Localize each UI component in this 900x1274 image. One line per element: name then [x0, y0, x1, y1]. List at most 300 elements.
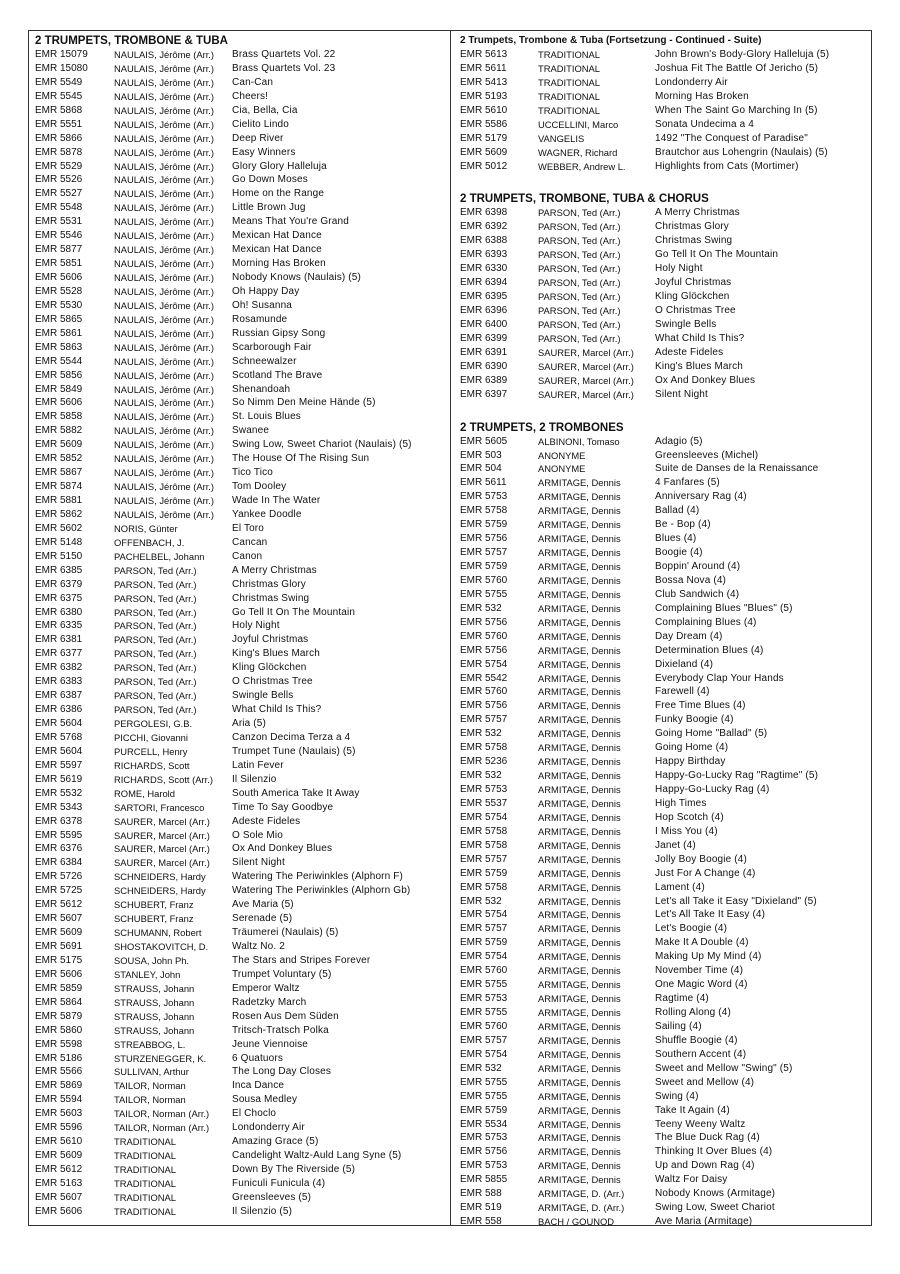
piece-title: Sailing (4) — [655, 1020, 702, 1032]
composer: RICHARDS, Scott (Arr.) — [114, 773, 213, 785]
piece-title: Cancan — [232, 536, 268, 548]
catalog-number: EMR 5861 — [35, 327, 83, 339]
catalog-number: EMR 5413 — [460, 76, 508, 88]
catalog-row — [460, 276, 870, 290]
catalog-number: EMR 5754 — [460, 1048, 508, 1060]
catalog-row — [460, 262, 870, 276]
composer: STRAUSS, Johann — [114, 982, 195, 994]
catalog-row — [35, 954, 445, 968]
catalog-list — [460, 206, 870, 401]
catalog-number: EMR 5865 — [35, 313, 83, 325]
catalog-number: EMR 6398 — [460, 207, 508, 219]
catalog-number: EMR 503 — [460, 449, 502, 461]
catalog-number: EMR 5852 — [35, 453, 83, 465]
catalog-number: EMR 5609 — [35, 439, 83, 451]
catalog-row — [35, 592, 445, 606]
catalog-row — [460, 964, 870, 978]
piece-title: Adagio (5) — [655, 435, 703, 447]
piece-title: Free Time Blues (4) — [655, 700, 746, 712]
catalog-row — [35, 982, 445, 996]
piece-title: Go Tell It On The Mountain — [232, 606, 356, 618]
catalog-row — [460, 1131, 870, 1145]
catalog-row — [460, 727, 870, 741]
catalog-number: EMR 504 — [460, 463, 502, 475]
catalog-number: EMR 5725 — [35, 885, 83, 897]
piece-title: Let's Boogie (4) — [655, 923, 728, 935]
composer: TRADITIONAL — [538, 90, 600, 102]
piece-title: Make It A Double (4) — [655, 937, 749, 949]
composer: ARMITAGE, Dennis — [538, 491, 621, 503]
catalog-row — [460, 518, 870, 532]
piece-title: 4 Fanfares (5) — [655, 477, 720, 489]
catalog-row — [460, 206, 870, 220]
piece-title: Shenandoah — [232, 383, 291, 395]
composer: PERGOLESI, G.B. — [114, 718, 193, 729]
catalog-row — [35, 1038, 445, 1052]
composer: TRADITIONAL — [114, 1205, 176, 1217]
piece-title: Greensleeves (5) — [232, 1191, 312, 1203]
catalog-number: EMR 5566 — [35, 1066, 83, 1078]
catalog-row — [35, 410, 445, 424]
composer: NAULAIS, Jérôme (Arr.) — [114, 62, 215, 74]
piece-title: Tom Dooley — [232, 481, 287, 493]
piece-title: Cia, Bella, Cia — [232, 104, 298, 116]
catalog-row — [460, 1118, 870, 1132]
composer: ARMITAGE, Dennis — [538, 574, 621, 586]
catalog-row — [35, 564, 445, 578]
catalog-number: EMR 6391 — [460, 346, 508, 358]
catalog-row — [35, 201, 445, 215]
catalog-row — [35, 327, 445, 341]
catalog-row — [35, 383, 445, 397]
composer: NAULAIS, Jérôme (Arr.) — [114, 244, 215, 256]
piece-title: Time To Say Goodbye — [232, 801, 334, 813]
catalog-number: EMR 6400 — [460, 318, 508, 330]
piece-title: Rosen Aus Dem Süden — [232, 1010, 339, 1022]
catalog-number: EMR 5760 — [460, 574, 508, 586]
catalog-number: EMR 6330 — [460, 263, 508, 275]
catalog-row — [35, 369, 445, 383]
composer: TRADITIONAL — [538, 76, 600, 88]
composer: NAULAIS, Jérôme (Arr.) — [114, 188, 215, 200]
catalog-row — [460, 630, 870, 644]
piece-title: Sweet and Mellow (4) — [655, 1076, 755, 1088]
catalog-row — [460, 978, 870, 992]
piece-title: Cheers! — [232, 90, 269, 102]
catalog-number: EMR 5534 — [460, 1118, 508, 1130]
catalog-number: EMR 5755 — [460, 979, 508, 991]
piece-title: Londonderry Air — [232, 1122, 305, 1134]
composer: SOUSA, John Ph. — [114, 954, 190, 966]
catalog-row — [35, 647, 445, 661]
catalog-number: EMR 5879 — [35, 1010, 83, 1022]
catalog-row — [35, 968, 445, 982]
composer: ARMITAGE, Dennis — [538, 616, 621, 628]
piece-title: Joshua Fit The Battle Of Jericho (5) — [655, 62, 819, 74]
piece-title: El Toro — [232, 522, 264, 534]
catalog-number: EMR 6392 — [460, 221, 508, 233]
catalog-number: EMR 6388 — [460, 235, 508, 247]
piece-title: Yankee Doodle — [232, 508, 302, 520]
catalog-row — [460, 90, 870, 104]
catalog-row — [35, 815, 445, 829]
catalog-row — [460, 546, 870, 560]
catalog-number: EMR 5545 — [35, 90, 83, 102]
catalog-number: EMR 5609 — [35, 927, 83, 939]
catalog-number: EMR 5691 — [35, 941, 83, 952]
catalog-number: EMR 5754 — [460, 811, 508, 823]
catalog-number: EMR 5549 — [35, 76, 83, 88]
catalog-number: EMR 5529 — [35, 160, 83, 172]
composer: NAULAIS, Jérôme (Arr.) — [114, 355, 215, 367]
piece-title: Glory Glory Halleluja — [232, 160, 327, 172]
piece-title: St. Louis Blues — [232, 411, 301, 423]
piece-title: Emperor Waltz — [232, 982, 300, 994]
catalog-row — [35, 619, 445, 633]
piece-title: Club Sandwich (4) — [655, 588, 740, 600]
composer: ARMITAGE, Dennis — [538, 1132, 621, 1144]
catalog-number: EMR 5612 — [35, 1164, 83, 1175]
catalog-row — [460, 755, 870, 769]
catalog-row — [460, 62, 870, 76]
catalog-row — [35, 299, 445, 313]
catalog-row — [35, 229, 445, 243]
catalog-number: EMR 5527 — [35, 188, 83, 200]
catalog-row — [35, 48, 445, 62]
catalog-row — [460, 146, 870, 160]
catalog-number: EMR 5531 — [35, 216, 83, 228]
piece-title: A Merry Christmas — [232, 564, 317, 576]
piece-title: Happy Birthday — [655, 756, 726, 768]
catalog-row — [35, 424, 445, 438]
catalog-number: EMR 5544 — [35, 355, 83, 367]
piece-title: Janet (4) — [655, 839, 696, 851]
composer: WEBBER, Andrew L. — [538, 160, 626, 172]
catalog-row — [460, 658, 870, 672]
catalog-row — [35, 76, 445, 90]
catalog-row — [35, 829, 445, 843]
piece-title: Brass Quartets Vol. 23 — [232, 62, 336, 74]
catalog-row — [35, 842, 445, 856]
catalog-number: EMR 6389 — [460, 374, 508, 386]
composer: NAULAIS, Jérôme (Arr.) — [114, 425, 215, 437]
piece-title: Southern Accent (4) — [655, 1048, 747, 1060]
piece-title: Blues (4) — [655, 533, 697, 545]
catalog-row — [460, 462, 870, 476]
catalog-row — [35, 606, 445, 620]
piece-title: Kling Glöckchen — [232, 662, 307, 674]
composer: TAILOR, Norman (Arr.) — [114, 1122, 210, 1134]
catalog-row — [35, 661, 445, 675]
catalog-row — [35, 1024, 445, 1038]
piece-title: Swingle Bells — [655, 318, 717, 330]
piece-title: Silent Night — [232, 857, 285, 869]
column-divider — [450, 30, 451, 1226]
catalog-number: EMR 5175 — [35, 954, 83, 966]
catalog-number: EMR 5613 — [460, 49, 508, 60]
piece-title: Latin Fever — [232, 759, 284, 771]
catalog-row — [35, 146, 445, 160]
piece-title: Christmas Swing — [232, 592, 310, 604]
catalog-row — [460, 220, 870, 234]
piece-title: Going Home (4) — [655, 742, 729, 754]
composer: NAULAIS, Jérôme (Arr.) — [114, 453, 215, 465]
piece-title: Dixieland (4) — [655, 658, 714, 670]
catalog-row — [35, 62, 445, 76]
composer: ARMITAGE, Dennis — [538, 1104, 621, 1116]
composer: ARMITAGE, Dennis — [538, 1020, 621, 1032]
left-column — [35, 34, 445, 1219]
composer: ARMITAGE, Dennis — [538, 533, 621, 545]
catalog-row — [35, 675, 445, 689]
catalog-number: EMR 5759 — [460, 937, 508, 949]
catalog-row — [35, 355, 445, 369]
piece-title: Day Dream (4) — [655, 630, 723, 642]
composer: SULLIVAN, Arthur — [114, 1066, 189, 1078]
piece-title: Morning Has Broken — [232, 258, 326, 270]
composer: ARMITAGE, Dennis — [538, 895, 621, 907]
piece-title: What Child Is This? — [232, 704, 322, 716]
catalog-number: EMR 5603 — [35, 1108, 83, 1120]
composer: NAULAIS, Jérôme (Arr.) — [114, 90, 215, 102]
catalog-number: EMR 5758 — [460, 825, 508, 837]
catalog-row — [35, 870, 445, 884]
composer: PARSON, Ted (Arr.) — [538, 332, 621, 344]
composer: NAULAIS, Jérôme (Arr.) — [114, 508, 215, 520]
piece-title: O Sole Mio — [232, 829, 283, 841]
catalog-number: EMR 6376 — [35, 843, 83, 855]
catalog-row — [35, 1163, 445, 1177]
composer: OFFENBACH, J. — [114, 536, 185, 548]
catalog-row — [35, 1149, 445, 1163]
composer: SCHNEIDERS, Hardy — [114, 871, 206, 883]
composer: NAULAIS, Jérôme (Arr.) — [114, 397, 215, 409]
composer: TRADITIONAL — [538, 62, 600, 74]
piece-title: Happy-Go-Lucky Rag (4) — [655, 784, 770, 795]
catalog-row — [35, 689, 445, 703]
catalog-row — [35, 1065, 445, 1079]
catalog-row — [35, 550, 445, 564]
composer: ARMITAGE, Dennis — [538, 1062, 621, 1074]
piece-title: Ave Maria (Armitage) — [655, 1216, 753, 1228]
catalog-number: EMR 5858 — [35, 411, 83, 423]
catalog-number: EMR 5609 — [35, 1150, 83, 1162]
composer: ARMITAGE, Dennis — [538, 881, 621, 893]
composer: ARMITAGE, Dennis — [538, 979, 621, 991]
composer: ARMITAGE, Dennis — [538, 742, 621, 754]
piece-title: Let's all Take it Easy "Dixieland" (5) — [655, 895, 817, 907]
catalog-row — [35, 341, 445, 355]
piece-title: 6 Quatuors — [232, 1052, 283, 1064]
composer: STRAUSS, Johann — [114, 1024, 195, 1036]
composer: ARMITAGE, Dennis — [538, 909, 621, 921]
piece-title: Oh Happy Day — [232, 285, 300, 297]
catalog-list — [35, 48, 445, 1219]
catalog-row — [35, 578, 445, 592]
catalog-row — [460, 388, 870, 402]
catalog-row — [35, 787, 445, 801]
catalog-number: EMR 5594 — [35, 1094, 83, 1106]
composer: ARMITAGE, Dennis — [538, 784, 621, 795]
catalog-row — [35, 1107, 445, 1121]
catalog-number: EMR 5758 — [460, 505, 508, 517]
composer: ARMITAGE, Dennis — [538, 672, 621, 684]
composer: ARMITAGE, Dennis — [538, 1090, 621, 1102]
catalog-row — [460, 936, 870, 950]
piece-title: Swanee — [232, 425, 270, 437]
catalog-number: EMR 5874 — [35, 481, 83, 493]
catalog-number: EMR 5753 — [460, 1132, 508, 1144]
catalog-row — [460, 741, 870, 755]
composer: PACHELBEL, Johann — [114, 550, 205, 562]
piece-title: Waltz For Daisy — [655, 1174, 728, 1186]
catalog-number: EMR 6395 — [460, 291, 508, 303]
composer: ARMITAGE, Dennis — [538, 951, 621, 963]
catalog-number: EMR 5754 — [460, 658, 508, 670]
catalog-number: EMR 6378 — [35, 815, 83, 827]
catalog-number: EMR 5163 — [35, 1177, 83, 1189]
composer: ARMITAGE, Dennis — [538, 1160, 621, 1172]
composer: TRADITIONAL — [114, 1164, 176, 1175]
catalog-number: EMR 5753 — [460, 491, 508, 503]
catalog-row — [35, 801, 445, 815]
piece-title: Swingle Bells — [232, 690, 294, 702]
catalog-number: EMR 5186 — [35, 1052, 83, 1064]
piece-title: Scotland The Brave — [232, 369, 323, 381]
catalog-number: EMR 532 — [460, 895, 502, 907]
composer: ARMITAGE, Dennis — [538, 839, 621, 851]
catalog-number: EMR 15080 — [35, 62, 88, 74]
piece-title: The Long Day Closes — [232, 1066, 332, 1078]
catalog-number: EMR 6335 — [35, 620, 83, 632]
composer: ARMITAGE, Dennis — [538, 1048, 621, 1060]
piece-title: November Time (4) — [655, 965, 744, 977]
catalog-number: EMR 6384 — [35, 857, 83, 869]
catalog-row — [35, 926, 445, 940]
catalog-number: EMR 5753 — [460, 993, 508, 1005]
composer: PARSON, Ted (Arr.) — [114, 564, 197, 576]
catalog-number: EMR 6399 — [460, 332, 508, 344]
composer: ARMITAGE, Dennis — [538, 965, 621, 977]
catalog-number: EMR 5757 — [460, 1034, 508, 1046]
catalog-row — [35, 313, 445, 327]
catalog-row — [460, 811, 870, 825]
catalog-row — [460, 332, 870, 346]
composer: ARMITAGE, Dennis — [538, 797, 621, 809]
composer: ARMITAGE, Dennis — [538, 1146, 621, 1158]
composer: PARSON, Ted (Arr.) — [114, 634, 197, 646]
catalog-number: EMR 558 — [460, 1216, 502, 1228]
piece-title: Waltz No. 2 — [232, 941, 285, 952]
catalog-number: EMR 5607 — [35, 1191, 83, 1203]
composer: ARMITAGE, Dennis — [538, 1174, 621, 1186]
catalog-row — [35, 745, 445, 759]
piece-title: Take It Again (4) — [655, 1104, 730, 1116]
composer: NAULAIS, Jérôme (Arr.) — [114, 439, 215, 451]
catalog-number: EMR 5755 — [460, 1007, 508, 1018]
piece-title: The Blue Duck Rag (4) — [655, 1132, 760, 1144]
catalog-row — [460, 1173, 870, 1187]
piece-title: Can-Can — [232, 76, 274, 88]
piece-title: Watering The Periwinkles (Alphorn Gb) — [232, 885, 411, 897]
piece-title: Morning Has Broken — [655, 90, 749, 102]
catalog-number: EMR 6386 — [35, 704, 83, 716]
catalog-row — [460, 1048, 870, 1062]
piece-title: King's Blues March — [655, 360, 743, 372]
catalog-number: EMR 5754 — [460, 951, 508, 963]
composer: ARMITAGE, Dennis — [538, 1007, 621, 1018]
catalog-number: EMR 5760 — [460, 965, 508, 977]
composer: ARMITAGE, Dennis — [538, 993, 621, 1005]
piece-title: Adeste Fideles — [655, 346, 724, 358]
catalog-row — [460, 992, 870, 1006]
piece-title: Inca Dance — [232, 1080, 285, 1092]
piece-title: Funiculi Funicula (4) — [232, 1177, 326, 1189]
composer: SAURER, Marcel (Arr.) — [114, 829, 210, 841]
composer: NAULAIS, Jérôme (Arr.) — [114, 299, 215, 311]
composer: NORIS, Günter — [114, 522, 178, 534]
composer: ARMITAGE, Dennis — [538, 505, 621, 517]
catalog-number: EMR 6397 — [460, 388, 508, 400]
composer: TRADITIONAL — [114, 1150, 176, 1162]
composer: PARSON, Ted (Arr.) — [114, 662, 197, 674]
catalog-row — [35, 1079, 445, 1093]
piece-title: John Brown's Body-Glory Halleluja (5) — [655, 49, 830, 60]
composer: ARMITAGE, Dennis — [538, 923, 621, 935]
catalog-row — [35, 438, 445, 452]
catalog-number: EMR 5864 — [35, 996, 83, 1008]
catalog-number: EMR 5758 — [460, 742, 508, 754]
catalog-number: EMR 5607 — [35, 913, 83, 925]
composer: NAULAIS, Jérôme (Arr.) — [114, 160, 215, 172]
piece-title: Rosamunde — [232, 313, 288, 325]
catalog-number: EMR 5756 — [460, 700, 508, 712]
composer: ARMITAGE, Dennis — [538, 867, 621, 879]
catalog-number: EMR 5877 — [35, 244, 83, 256]
catalog-number: EMR 5760 — [460, 1020, 508, 1032]
catalog-row — [460, 574, 870, 588]
section-spacer — [460, 402, 870, 421]
piece-title: Down By The Riverside (5) — [232, 1164, 356, 1175]
catalog-row — [460, 839, 870, 853]
piece-title: Joyful Christmas — [655, 277, 732, 289]
catalog-number: EMR 519 — [460, 1202, 502, 1214]
composer: ANONYME — [538, 449, 586, 461]
catalog-row — [35, 1177, 445, 1191]
composer: NAULAIS, Jérôme (Arr.) — [114, 216, 215, 228]
composer: ARMITAGE, Dennis — [538, 700, 621, 712]
catalog-number: EMR 5754 — [460, 909, 508, 921]
catalog-row — [460, 895, 870, 909]
composer: ARMITAGE, Dennis — [538, 811, 621, 823]
catalog-row — [460, 1062, 870, 1076]
catalog-number: EMR 5759 — [460, 561, 508, 572]
catalog-row — [35, 856, 445, 870]
piece-title: Watering The Periwinkles (Alphorn F) — [232, 871, 404, 883]
catalog-number: EMR 5548 — [35, 202, 83, 214]
catalog-number: EMR 5606 — [35, 1205, 83, 1217]
composer: SAURER, Marcel (Arr.) — [538, 388, 634, 400]
catalog-number: EMR 15079 — [35, 49, 88, 60]
composer: PARSON, Ted (Arr.) — [114, 592, 197, 604]
piece-title: Determination Blues (4) — [655, 644, 764, 656]
composer: ARMITAGE, Dennis — [538, 630, 621, 642]
catalog-number: EMR 5760 — [460, 686, 508, 698]
catalog-row — [460, 797, 870, 811]
composer: ARMITAGE, Dennis — [538, 477, 621, 489]
catalog-number: EMR 532 — [460, 770, 502, 782]
piece-title: The House Of The Rising Sun — [232, 453, 370, 465]
